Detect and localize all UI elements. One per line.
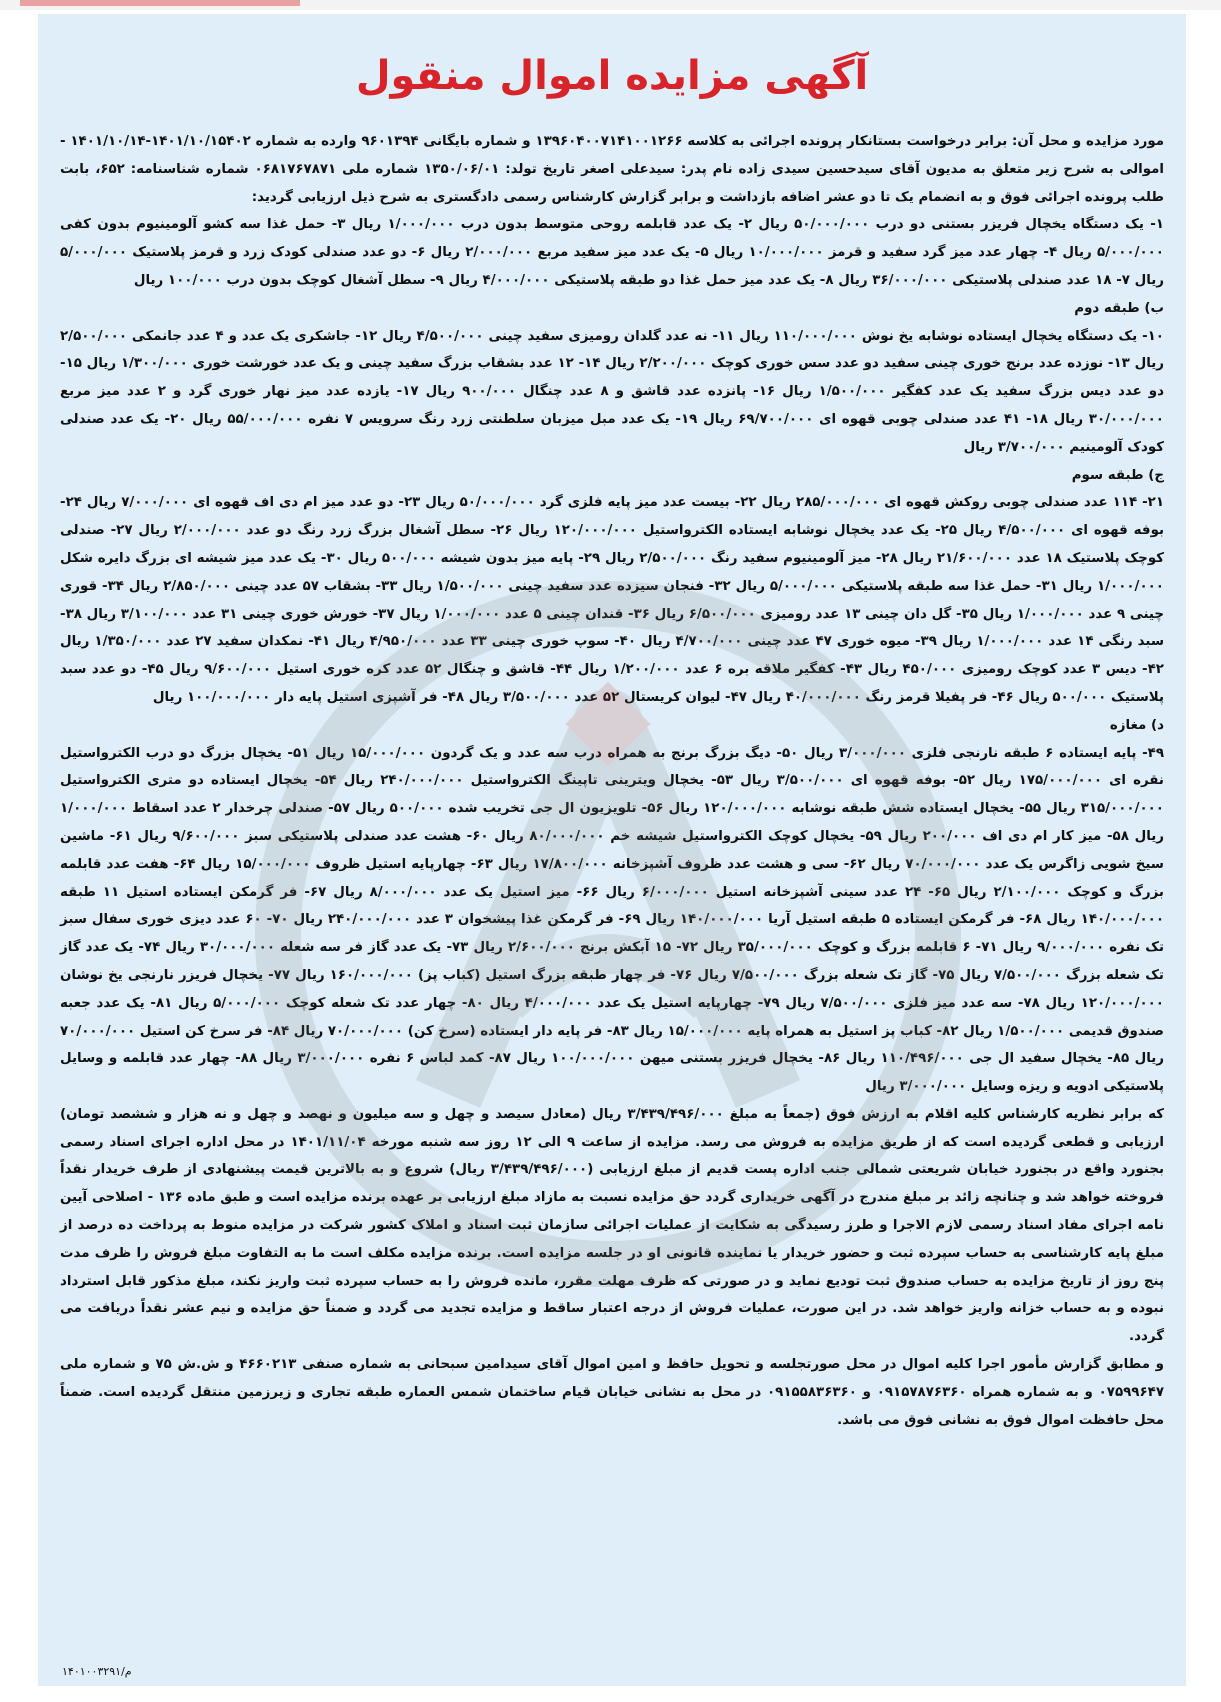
notice-body — [60, 128, 1164, 1434]
notice-reference-code: م/۱۴۰۱۰۰۳۲۹۱ — [62, 1665, 132, 1678]
section-third-floor-heading: ج) طبقه سوم — [1071, 467, 1164, 483]
custodian-paragraph: و مطابق گزارش مأمور اجرا کلیه اموال در محل صورتجلسه و تحویل حافظ و امین اموال آقای سیدامین سبحانی به شماره صنفی ۴۶۶۰۲۱۳ و ش.ش ۷۵ و شماره ملی ۰۷۵۹۹۶۴۷ و به شماره همراه ۰۹۱۵۷۸۷۶۳۶۰ و ۰۹۱۵۵۸۳۶۳۶۰ در محل به نشانی خیابان قیام ساختمان شمس العماره طبقه تجاری و زیرزمین منتقل گردیده است. ضمناً محل حافظت اموال فوق به نشانی فوق می باشد. — [60, 1357, 1164, 1428]
intro-paragraph: مورد مزایده و محل آن: برابر درخواست بستانکار پرونده اجرائی به کلاسه ۱۳۹۶۰۴۰۰۷۱۴۱۰۰۱۲۶۶ و شماره بایگانی ۹۶۰۱۳۹۴ وارده به شماره ۱۴۰۱/۱۰/۱۵۴۰۲-۱۴۰۱/۱۰/۱۴ - اموالی به شرح زیر متعلق به مدیون آقای سیدحسین سیدی زاده نام پدر: سیدعلی اصغر تاریخ تولد: ۱۳۵۰/۰۶/۰۱ شماره ملی ۰۶۸۱۷۶۷۸۷۱ شماره شناسنامه: ۶۵۲، بابت طلب پرونده اجرائی فوق و به انضمام یک تا دو عشر اضافه بازداشت و برابر گزارش کارشناس رسمی دادگستری به شرح ذیل ارزیابی گردید: — [60, 134, 1165, 205]
notice-page — [38, 14, 1186, 1686]
section-shop-heading: د) مغازه — [1109, 717, 1164, 733]
notice-title: آگهی مزایده اموال منقول — [355, 53, 869, 99]
items-ground-floor: ۱- یک دستگاه یخچال فریزر بستنی دو درب ۵۰/۰۰۰/۰۰۰ ریال ۲- یک عدد قابلمه روحی متوسط بدون درب ۱/۰۰۰/۰۰۰ ریال ۳- حمل غذا سه کشو آلومینیوم بدون کفی ۵/۰۰۰/۰۰۰ ریال ۴- چهار عدد میز گرد سفید و قرمز ۱۰/۰۰۰/۰۰۰ ریال ۵- یک عدد میز سفید مربع ۲/۰۰۰/۰۰۰ ریال ۶- دو عدد صندلی کودک زرد و قرمز پلاستیک ۵/۰۰۰/۰۰۰ ریال ۷- ۱۸ عدد صندلی پلاستیکی ۳۶/۰۰۰/۰۰۰ ریال ۸- یک عدد میز حمل غذا دو طبقه پلاستیکی ۴/۰۰۰/۰۰۰ ریال ۹- سطل آشغال کوچک بدون درب ۱۰۰/۰۰۰ ریال — [60, 217, 1164, 288]
items-second-floor: ۱۰- یک دستگاه یخچال ایستاده نوشابه یخ نوش ۱۱۰/۰۰۰/۰۰۰ ریال ۱۱- نه عدد گلدان رومیزی سفید چینی ۴/۵۰۰/۰۰۰ ریال ۱۲- جاشکری یک عدد و ۴ عدد جانمکی ۲/۵۰۰/۰۰۰ ریال ۱۳- نوزده عدد برنج خوری چینی سفید دو عدد سس خوری کوچک ۲/۲۰۰/۰۰۰ ریال ۱۴- ۱۲ عدد بشقاب بزرگ سفید چینی و یک عدد خورشت خوری ۱/۳۰۰/۰۰۰ ریال ۱۵- دو عدد دیس بزرگ سفید یک عدد کفگیر ۱/۵۰۰/۰۰۰ ریال ۱۶- پانزده عدد قاشق و ۸ عدد چنگال ۹۰۰/۰۰۰ ریال ۱۷- یازده عدد میز نهار خوری گرد و ۲ عدد میز مربع ۳۰/۰۰۰/۰۰۰ ریال ۱۸- ۴۱ عدد صندلی چوبی قهوه ای ۶۹/۷۰۰/۰۰۰ ریال ۱۹- یک عدد مبل میزبان سلطنتی زرد رنگ سرویس ۷ نفره ۵۵/۰۰۰/۰۰۰ ریال ۲۰- یک عدد صندلی کودک آلومینیم ۳/۷۰۰/۰۰۰ ریال — [60, 328, 1165, 455]
items-shop: ۴۹- پایه ایستاده ۶ طبقه نارنجی فلزی ۳/۰۰۰/۰۰۰ ریال ۵۰- دیگ بزرگ برنج به همراه درب سه عدد و یک گردون ۱۵/۰۰۰/۰۰۰ ریال ۵۱- یخچال بزرگ دو درب الکترواستیل نقره ای ۱۷۵/۰۰۰/۰۰۰ ریال ۵۲- بوفه قهوه ای ۳/۵۰۰/۰۰۰ ریال ۵۳- یخچال ویترینی تاپینگ الکترواستیل ۲۴۰/۰۰۰/۰۰۰ ریال ۵۴- یخچال ایستاده دو متری الکترواستیل ۳۱۵/۰۰۰/۰۰۰ ریال ۵۵- یخچال ایستاده شش طبقه نوشابه ۱۲۰/۰۰۰/۰۰۰ ریال ۵۶- تلویزیون ال جی تخریب شده ۵۰۰/۰۰۰ ریال ۵۷- صندلی چرخدار ۲ عدد اسقاط ۱/۰۰۰/۰۰۰ ریال ۵۸- میز کار ام دی اف ۲۰۰/۰۰۰ ریال ۵۹- یخچال کوچک الکترواستیل شیشه خم ۸۰/۰۰۰/۰۰۰ ریال ۶۰- هشت عدد صندلی پلاستیکی سبز ۹/۶۰۰/۰۰۰ ریال ۶۱- ماشین سیخ شویی زاگرس یک عدد ۷۰/۰۰۰/۰۰۰ ریال ۶۲- سی و هشت عدد ظروف آشپزخانه ۱۷/۸۰۰/۰۰۰ ریال ۶۳- چهارپایه استیل ظروف ۱۵/۰۰۰/۰۰۰ ریال ۶۴- هفت عدد قابلمه بزرگ و کوچک ۲/۱۰۰/۰۰۰ ریال ۶۵- ۲۴ عدد سینی آشپزخانه استیل ۶/۰۰۰/۰۰۰ ریال ۶۶- میز استیل یک عدد ۸/۰۰۰/۰۰۰ ریال ۶۷- فر گرمکن ایستاده استیل ۱۱ طبقه ۱۴۰/۰۰۰/۰۰۰ ریال ۶۸- فر گرمکن ایستاده ۵ طبقه استیل آریا ۱۴۰/۰۰۰/۰۰۰ ریال ۶۹- فر گرمکن غذا پیشخوان ۳ عدد ۲۴۰/۰۰۰/۰۰۰ ریال ۷۰- ۶۰ عدد دیزی خوری سفال سبز تک نفره ۹/۰۰۰/۰۰۰ ریال ۷۱- ۶ قابلمه بزرگ و کوچک ۳۵/۰۰۰/۰۰۰ ریال ۷۲- ۱۵ آبکش برنج ۲/۶۰۰/۰۰۰ ریال ۷۳- یک عدد گاز فر سه شعله ۳۰/۰۰۰/۰۰۰ ریال ۷۴- یک عدد گاز تک شعله بزرگ ۷/۵۰۰/۰۰۰ ریال ۷۵- گاز تک شعله بزرگ ۷/۵۰۰/۰۰۰ ریال ۷۶- فر چهار طبقه بزرگ استیل (کباب پز) ۱۶۰/۰۰۰/۰۰۰ ریال ۷۷- یخچال فریزر نارنجی یخ نوشان ۱۲۰/۰۰۰/۰۰۰ ریال ۷۸- سه عدد میز فلزی ۷/۵۰۰/۰۰۰ ریال ۷۹- چهارپایه استیل یک عدد ۴/۰۰۰/۰۰۰ ریال ۸۰- چهار عدد تک شعله کوچک ۵/۰۰۰/۰۰۰ ریال ۸۱- یک عدد جعبه صندوق قدیمی ۱/۵۰۰/۰۰۰ ریال ۸۲- کباب پز استیل به همراه پایه ۱۵/۰۰۰/۰۰۰ ریال ۸۳- فر پایه دار ایستاده (سرخ کن) ۷۰/۰۰۰/۰۰۰ ریال ۸۴- فر سرخ کن استیل ۷۰/۰۰۰/۰۰۰ ریال ۸۵- یخچال سفید ال جی ۱۱۰/۴۹۶/۰۰۰ ریال ۸۶- یخچال فریزر بستنی میهن ۱۰۰/۰۰۰/۰۰۰ ریال ۸۷- کمد لباس ۶ نفره ۳/۰۰۰/۰۰۰ ریال ۸۸- چهار عدد قابلمه و وسایل پلاستیکی ادویه و ریزه وسایل ۳/۰۰۰/۰۰۰ ریال — [60, 745, 1165, 1095]
section-second-floor-heading: ب) طبقه دوم — [1074, 300, 1164, 316]
top-band-accent — [20, 0, 300, 6]
items-third-floor: ۲۱- ۱۱۴ عدد صندلی چوبی روکش قهوه ای ۲۸۵/۰۰۰/۰۰۰ ریال ۲۲- بیست عدد میز پایه فلزی گرد ۵۰/۰۰۰/۰۰۰ ریال ۲۳- دو عدد میز ام دی اف قهوه ای ۷/۰۰۰/۰۰۰ ریال ۲۴- بوفه قهوه ای ۴/۵۰۰/۰۰۰ ریال ۲۵- یک عدد یخچال نوشابه ایستاده الکترواستیل ۱۲۰/۰۰۰/۰۰۰ ریال ۲۶- سطل آشغال بزرگ زرد رنگ دو عدد ۲/۰۰۰/۰۰۰ ریال ۲۷- صندلی کوچک پلاستیک ۱۸ عدد ۲۱/۶۰۰/۰۰۰ ریال ۲۸- میز آلومینیوم سفید رنگ ۲/۵۰۰/۰۰۰ ریال ۲۹- پایه میز بدون شیشه ۵۰۰/۰۰۰ ریال ۳۰- یک عدد میز شیشه ای بزرگ دایره شکل ۱/۰۰۰/۰۰۰ ریال ۳۱- حمل غذا سه طبقه پلاستیکی ۵/۰۰۰/۰۰۰ ریال ۳۲- فنجان سیزده عدد سفید چینی ۱/۵۰۰/۰۰۰ ریال ۳۳- بشقاب ۵۷ عدد چینی ۲/۸۵۰/۰۰۰ ریال ۳۴- قوری چینی ۹ عدد ۱/۰۰۰/۰۰۰ ریال ۳۵- گل دان چینی ۱۳ عدد رومیزی ۶/۵۰۰/۰۰۰ ریال ۳۶- قندان چینی ۵ عدد ۱/۰۰۰/۰۰۰ ریال ۳۷- خورش خوری چینی ۳۱ عدد ۳/۱۰۰/۰۰۰ ریال ۳۸- سبد رنگی ۱۴ عدد ۱/۰۰۰/۰۰۰ ریال ۳۹- میوه خوری ۴۷ عدد چینی ۴/۷۰۰/۰۰۰ ریال ۴۰- سوپ خوری چینی ۳۳ عدد ۴/۹۵۰/۰۰۰ ریال ۴۱- نمکدان سفید ۲۷ عدد ۱/۳۵۰/۰۰۰ ریال ۴۲- دیس ۳ عدد کوچک رومیزی ۴۵۰/۰۰۰ ریال ۴۳- کفگیر ملاقه بره ۶ عدد ۱/۲۰۰/۰۰۰ ریال ۴۴- قاشق و چنگال ۵۲ عدد کره خوری استیل ۹/۶۰۰/۰۰۰ ریال ۴۵- دو عدد سبد پلاستیک ۵۰۰/۰۰۰ ریال ۴۶- فر پفیلا قرمز رنگ ۴۰/۰۰۰/۰۰۰ ریال ۴۷- لیوان کریستال ۵۲ عدد ۳/۵۰۰/۰۰۰ ریال ۴۸- فر آشپزی استیل پایه دار ۱۰۰/۰۰۰/۰۰۰ ریال — [60, 495, 1165, 705]
auction-terms-paragraph: که برابر نظریه کارشناس کلیه اقلام به ارزش فوق (جمعاً به مبلغ ۳/۴۳۹/۴۹۶/۰۰۰ ریال (معادل سیصد و چهل و سه میلیون و نهصد و چهل و نه هزار و ششصد تومان) ارزیابی و قطعی گردیده است که از طریق مزایده به فروش می رسد. مزایده از ساعت ۹ الی ۱۲ روز سه شنبه مورخه ۱۴۰۱/۱۱/۰۴ در محل اداره اجرای اسناد رسمی بجنورد واقع در بجنورد خیابان شریعتی شمالی جنب اداره پست قدیم از مبلغ ارزیابی (۳/۴۳۹/۴۹۶/۰۰۰ ریال) شروع و به بالاترین قیمت پیشنهادی از طرف خریدار نقداً فروخته خواهد شد و چنانچه زائد بر مبلغ مندرج در آگهی خریداری گردد حق مزایده نسبت به مازاد مبلغ ارزیابی بر عهده برنده مزایده است و طبق ماده ۱۳۶ - اصلاحی آیین نامه اجرای مفاد اسناد رسمی لازم الاجرا و طرز رسیدگی به شکایت از عملیات اجرائی سازمان ثبت اسناد و املاک کشور شرکت در مزایده منوط به پرداخت ده درصد از مبلغ پایه کارشناسی به حساب سپرده ثبت و حضور خریدار یا نماینده قانونی او در جلسه مزایده است. برنده مزایده مکلف است ما به التفاوت مبلغ فروش را ظرف مدت پنج روز از تاریخ مزایده به حساب صندوق ثبت تودیع نماید و در صورتی که ظرف مهلت مقرر، مانده فروش را به حساب سپرده ثبت واریز نکند، مبلغ مذکور قابل استرداد نبوده و به حساب خزانه واریز خواهد شد. در این صورت، عملیات فروش از درجه اعتبار ساقط و مزایده تجدید می گردد و ضمناً حق مزایده و نیم عشر نقداً دریافت می گردد. — [60, 1106, 1164, 1345]
